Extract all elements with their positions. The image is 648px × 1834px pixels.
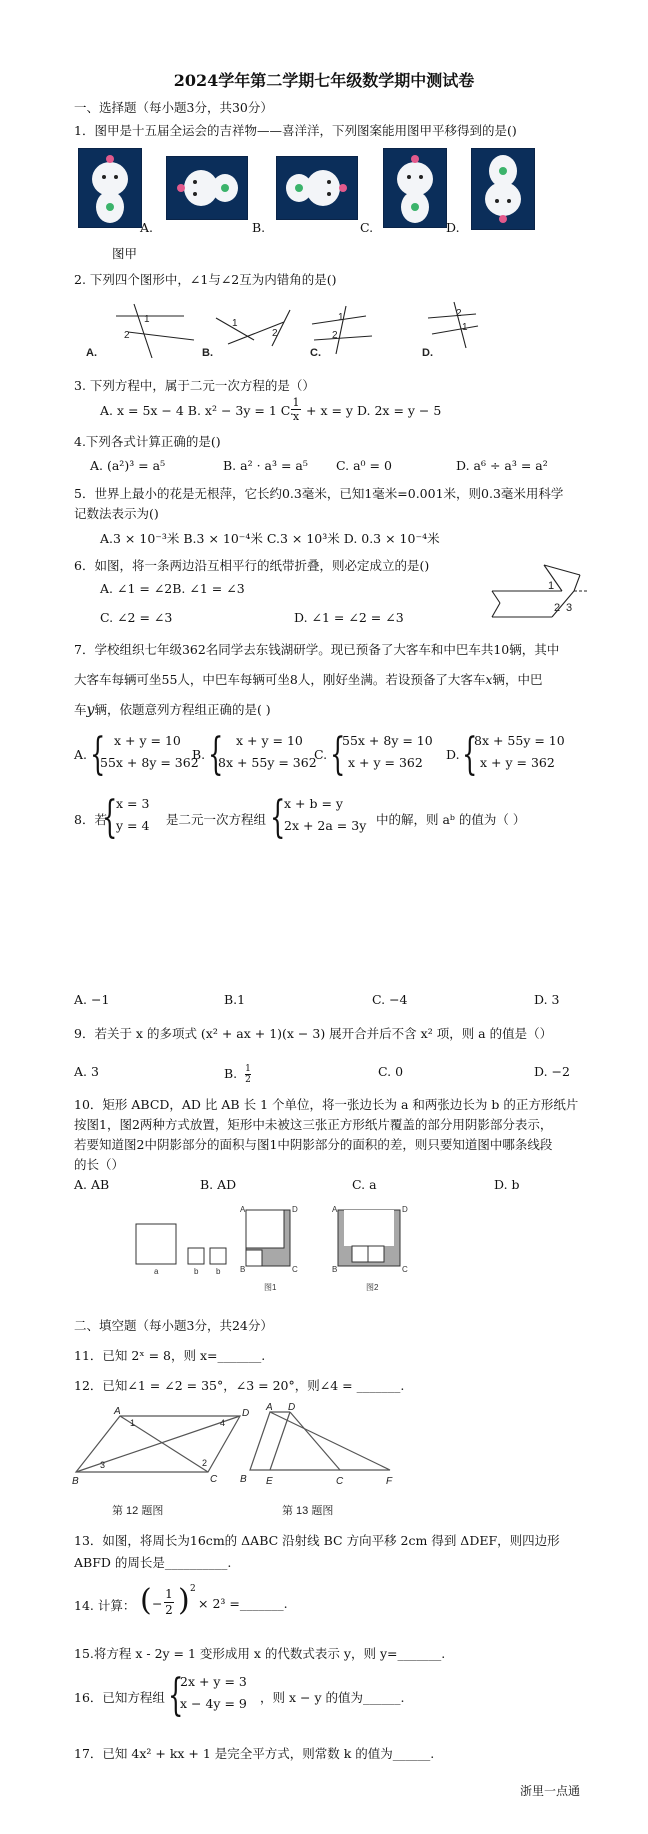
fig13-E: E — [266, 1476, 273, 1487]
q10-label-b2: b — [216, 1267, 221, 1276]
q2-d-angle-1: 1 — [462, 322, 468, 333]
q12-q13-figures — [70, 1402, 400, 1522]
q2-b-angle-2: 2 — [272, 328, 278, 339]
q6-angle-1: 1 — [548, 580, 555, 592]
q2-label-c: C. — [310, 347, 321, 359]
q10-fig1-caption: 图1 — [264, 1283, 277, 1292]
q2-d-angle-2: 2 — [456, 308, 462, 319]
q4-option-a[interactable]: A. (a²)³ = a⁵ — [90, 458, 166, 473]
q16-statement: 16．已知方程组 { 2x + y = 3 x − 4y = 9 ，则 x − y 的值为______. — [74, 1670, 405, 1721]
fig13-C: C — [336, 1476, 344, 1487]
q10-label-b1: b — [194, 1267, 199, 1276]
mascot-rotated-b-image — [276, 156, 358, 220]
q14-frac-den: 2 — [165, 1603, 173, 1617]
q6-paper-strip-figure — [490, 555, 590, 621]
fig12-caption: 第 12 题图 — [112, 1505, 164, 1517]
q10-label-a: a — [154, 1267, 159, 1276]
q10-text-3: 若要知道图2中阴影部分的面积与图1中阴影部分的面积的差，则只要知道图中哪条线段 — [74, 1137, 553, 1152]
fig12-D: D — [242, 1408, 250, 1419]
q6-angle-2: 2 — [554, 602, 561, 614]
q7-text-1: 7．学校组织七年级362名同学去东钱湖研学。现已预备了大客车和中巴车共10辆，其中 — [74, 642, 560, 657]
section1-heading: 一、选择题（每小题3分，共30分） — [74, 100, 273, 115]
q10-option-c[interactable]: C. a — [352, 1177, 377, 1192]
q10-fig2-D: D — [402, 1205, 408, 1214]
fig12-C: C — [210, 1474, 218, 1485]
fig13-caption: 第 13 题图 — [282, 1505, 334, 1517]
q8-option-c[interactable]: C. −4 — [372, 992, 408, 1007]
q2-text: 2. 下列四个图形中，∠1与∠2互为内错角的是() — [74, 272, 337, 287]
q10-option-a[interactable]: A. AB — [74, 1177, 110, 1192]
mascot-translated-image — [383, 148, 447, 228]
fig13-A: A — [266, 1402, 273, 1413]
q4-option-b[interactable]: B. a² · a³ = a⁵ — [223, 458, 308, 473]
q2-c-angle-2: 2 — [332, 330, 338, 341]
q10-fig2-A: A — [332, 1205, 338, 1214]
q1-option-c[interactable]: C. — [360, 220, 374, 235]
q7-text-2: 大客车每辆可坐55人，中巴车每辆可坐8人，刚好坐满。若设预备了大客车x辆，中巴 — [74, 672, 543, 687]
footer-watermark: 浙里一点通 — [520, 1784, 581, 1798]
q5-options: A.3 × 10⁻³米 B.3 × 10⁻⁴米 C.3 × 10³米 D. 0.3 × 10⁻⁴米 — [100, 531, 440, 546]
q2-figures — [76, 296, 596, 360]
q9-text: 9．若关于 x 的多项式 (x² + ax + 1)(x − 3) 展开合并后不含 x² 项，则 a 的值是（） — [74, 1026, 553, 1041]
q10-fig2-caption: 图2 — [366, 1283, 379, 1292]
q10-fig1-C: C — [292, 1265, 298, 1274]
q3-text: 3. 下列方程中，属于二元一次方程的是（） — [74, 378, 315, 393]
q10-text-4: 的长（） — [74, 1157, 125, 1172]
q10-fig1-B: B — [240, 1265, 246, 1274]
q13-text-1: 13．如图，将周长为16cm的 ΔABC 沿射线 BC 方向平移 2cm 得到 ΔDEF，则四边形 — [74, 1533, 560, 1548]
q2-c-angle-1: 1 — [338, 312, 344, 323]
q10-text-1: 10．矩形 ABCD，AD 比 AB 长 1 个单位，将一张边长为 a 和两张边长为 b 的正方形纸片 — [74, 1097, 579, 1112]
q9-option-c[interactable]: C. 0 — [378, 1064, 404, 1079]
q3-fraction — [291, 396, 301, 423]
q10-fig1-D: D — [292, 1205, 298, 1214]
q8-option-d[interactable]: D. 3 — [534, 992, 560, 1007]
q1-text: 1．图甲是十五届全运会的吉祥物——喜洋洋，下列图案能用图甲平移得到的是() — [74, 123, 517, 138]
fig12-angle-3: 3 — [100, 1460, 106, 1470]
q3-options-left: A. x = 5x − 4 B. x² − 3y = 1 C. — [100, 403, 294, 418]
q3-frac-den: x — [292, 410, 300, 423]
q2-label-a: A. — [86, 347, 97, 359]
q6-text: 6．如图，将一条两边沿互相平行的纸带折叠，则必定成立的是() — [74, 558, 430, 573]
page-title: 2024学年第二学期七年级数学期中测试卷 — [173, 71, 475, 90]
fig12-angle-1: 1 — [130, 1418, 136, 1428]
q3-options-right: + x = y D. 2x = y − 5 — [306, 403, 442, 418]
q6-angle-3: 3 — [566, 602, 573, 614]
q11-text: 11．已知 2ˣ = 8，则 x=_______. — [74, 1348, 266, 1363]
fig13-F: F — [386, 1476, 393, 1487]
q2-label-d: D. — [422, 347, 433, 359]
section2-heading: 二、填空题（每小题3分，共24分） — [74, 1318, 273, 1333]
q9-frac-num: 1 — [245, 1064, 251, 1074]
q2-a-angle-2: 2 — [124, 330, 130, 341]
q5-text-1: 5．世界上最小的花是无根萍，它长约0.3毫米，已知1毫米=0.001米，则0.3毫米用科学 — [74, 486, 564, 501]
q10-fig2-C: C — [402, 1265, 408, 1274]
mascot-rotated-a-image — [166, 156, 248, 220]
q10-figures — [130, 1200, 430, 1308]
q6-option-ab: A. ∠1 = ∠2B. ∠1 = ∠3 — [100, 581, 245, 596]
q1-option-b[interactable]: B. — [252, 220, 266, 235]
q17-text: 17．已知 4x² + kx + 1 是完全平方式，则常数 k 的值为______. — [74, 1746, 435, 1761]
mascot-flipped-image — [471, 148, 535, 230]
q9-frac-den: 2 — [245, 1075, 251, 1085]
q10-fig1-A: A — [240, 1205, 246, 1214]
q1-caption: 图甲 — [112, 246, 138, 261]
q10-option-b[interactable]: B. AD — [200, 1177, 237, 1192]
q9-option-a[interactable]: A. 3 — [74, 1064, 99, 1079]
fig13-D: D — [288, 1402, 296, 1413]
fig12-B: B — [72, 1476, 79, 1487]
q15-text: 15.将方程 x - 2y = 1 变形成用 x 的代数式表示 y，则 y=_______. — [74, 1646, 446, 1661]
q2-b-angle-1: 1 — [232, 318, 238, 329]
q6-option-c[interactable]: C. ∠2 = ∠3 — [100, 610, 173, 625]
q10-text-2: 按图1，图2两种方式放置，矩形中未被这三张正方形纸片覆盖的部分用阴影部分表示， — [74, 1117, 553, 1132]
q3-frac-num: 1 — [292, 396, 300, 409]
q4-option-d[interactable]: D. a⁶ ÷ a³ = a² — [456, 458, 548, 473]
q1-option-d[interactable]: D. — [446, 220, 460, 235]
fig12-A: A — [114, 1406, 121, 1417]
q12-text: 12．已知∠1 = ∠2 = 35°，∠3 = 20°，则∠4 = _______. — [74, 1378, 405, 1393]
q14-frac-num: 1 — [165, 1587, 173, 1601]
q9-option-d[interactable]: D. −2 — [534, 1064, 570, 1079]
fig12-angle-2: 2 — [202, 1458, 208, 1468]
q8-option-a[interactable]: A. −1 — [74, 992, 110, 1007]
fig12-angle-4: 4 — [220, 1418, 226, 1428]
mascot-original-image — [78, 148, 142, 228]
q4-text: 4.下列各式计算正确的是() — [74, 434, 221, 449]
q10-option-d[interactable]: D. b — [494, 1177, 520, 1192]
q9-option-b[interactable]: B. $\frac{1}{2}$ — [224, 1064, 251, 1085]
q6-option-d[interactable]: D. ∠1 = ∠2 = ∠3 — [294, 610, 404, 625]
q2-label-b: B. — [202, 347, 213, 359]
q7-text-3: 车y辆，依题意列方程组正确的是( ) — [74, 702, 271, 718]
q1-option-a[interactable]: A. — [140, 220, 154, 235]
q2-a-angle-1: 1 — [144, 314, 150, 325]
q13-text-2: ABFD 的周长是__________. — [74, 1555, 232, 1570]
fig13-B: B — [240, 1474, 247, 1485]
q10-fig2-B: B — [332, 1265, 338, 1274]
q8-option-b[interactable]: B.1 — [224, 992, 246, 1007]
q5-text-2: 记数法表示为() — [74, 506, 159, 521]
q14-expression: 14. 计算： ( − $\frac{1}{2}$ ) 2 × 2³ =_______. — [74, 1583, 288, 1618]
q4-option-c[interactable]: C. a⁰ = 0 — [336, 458, 392, 473]
